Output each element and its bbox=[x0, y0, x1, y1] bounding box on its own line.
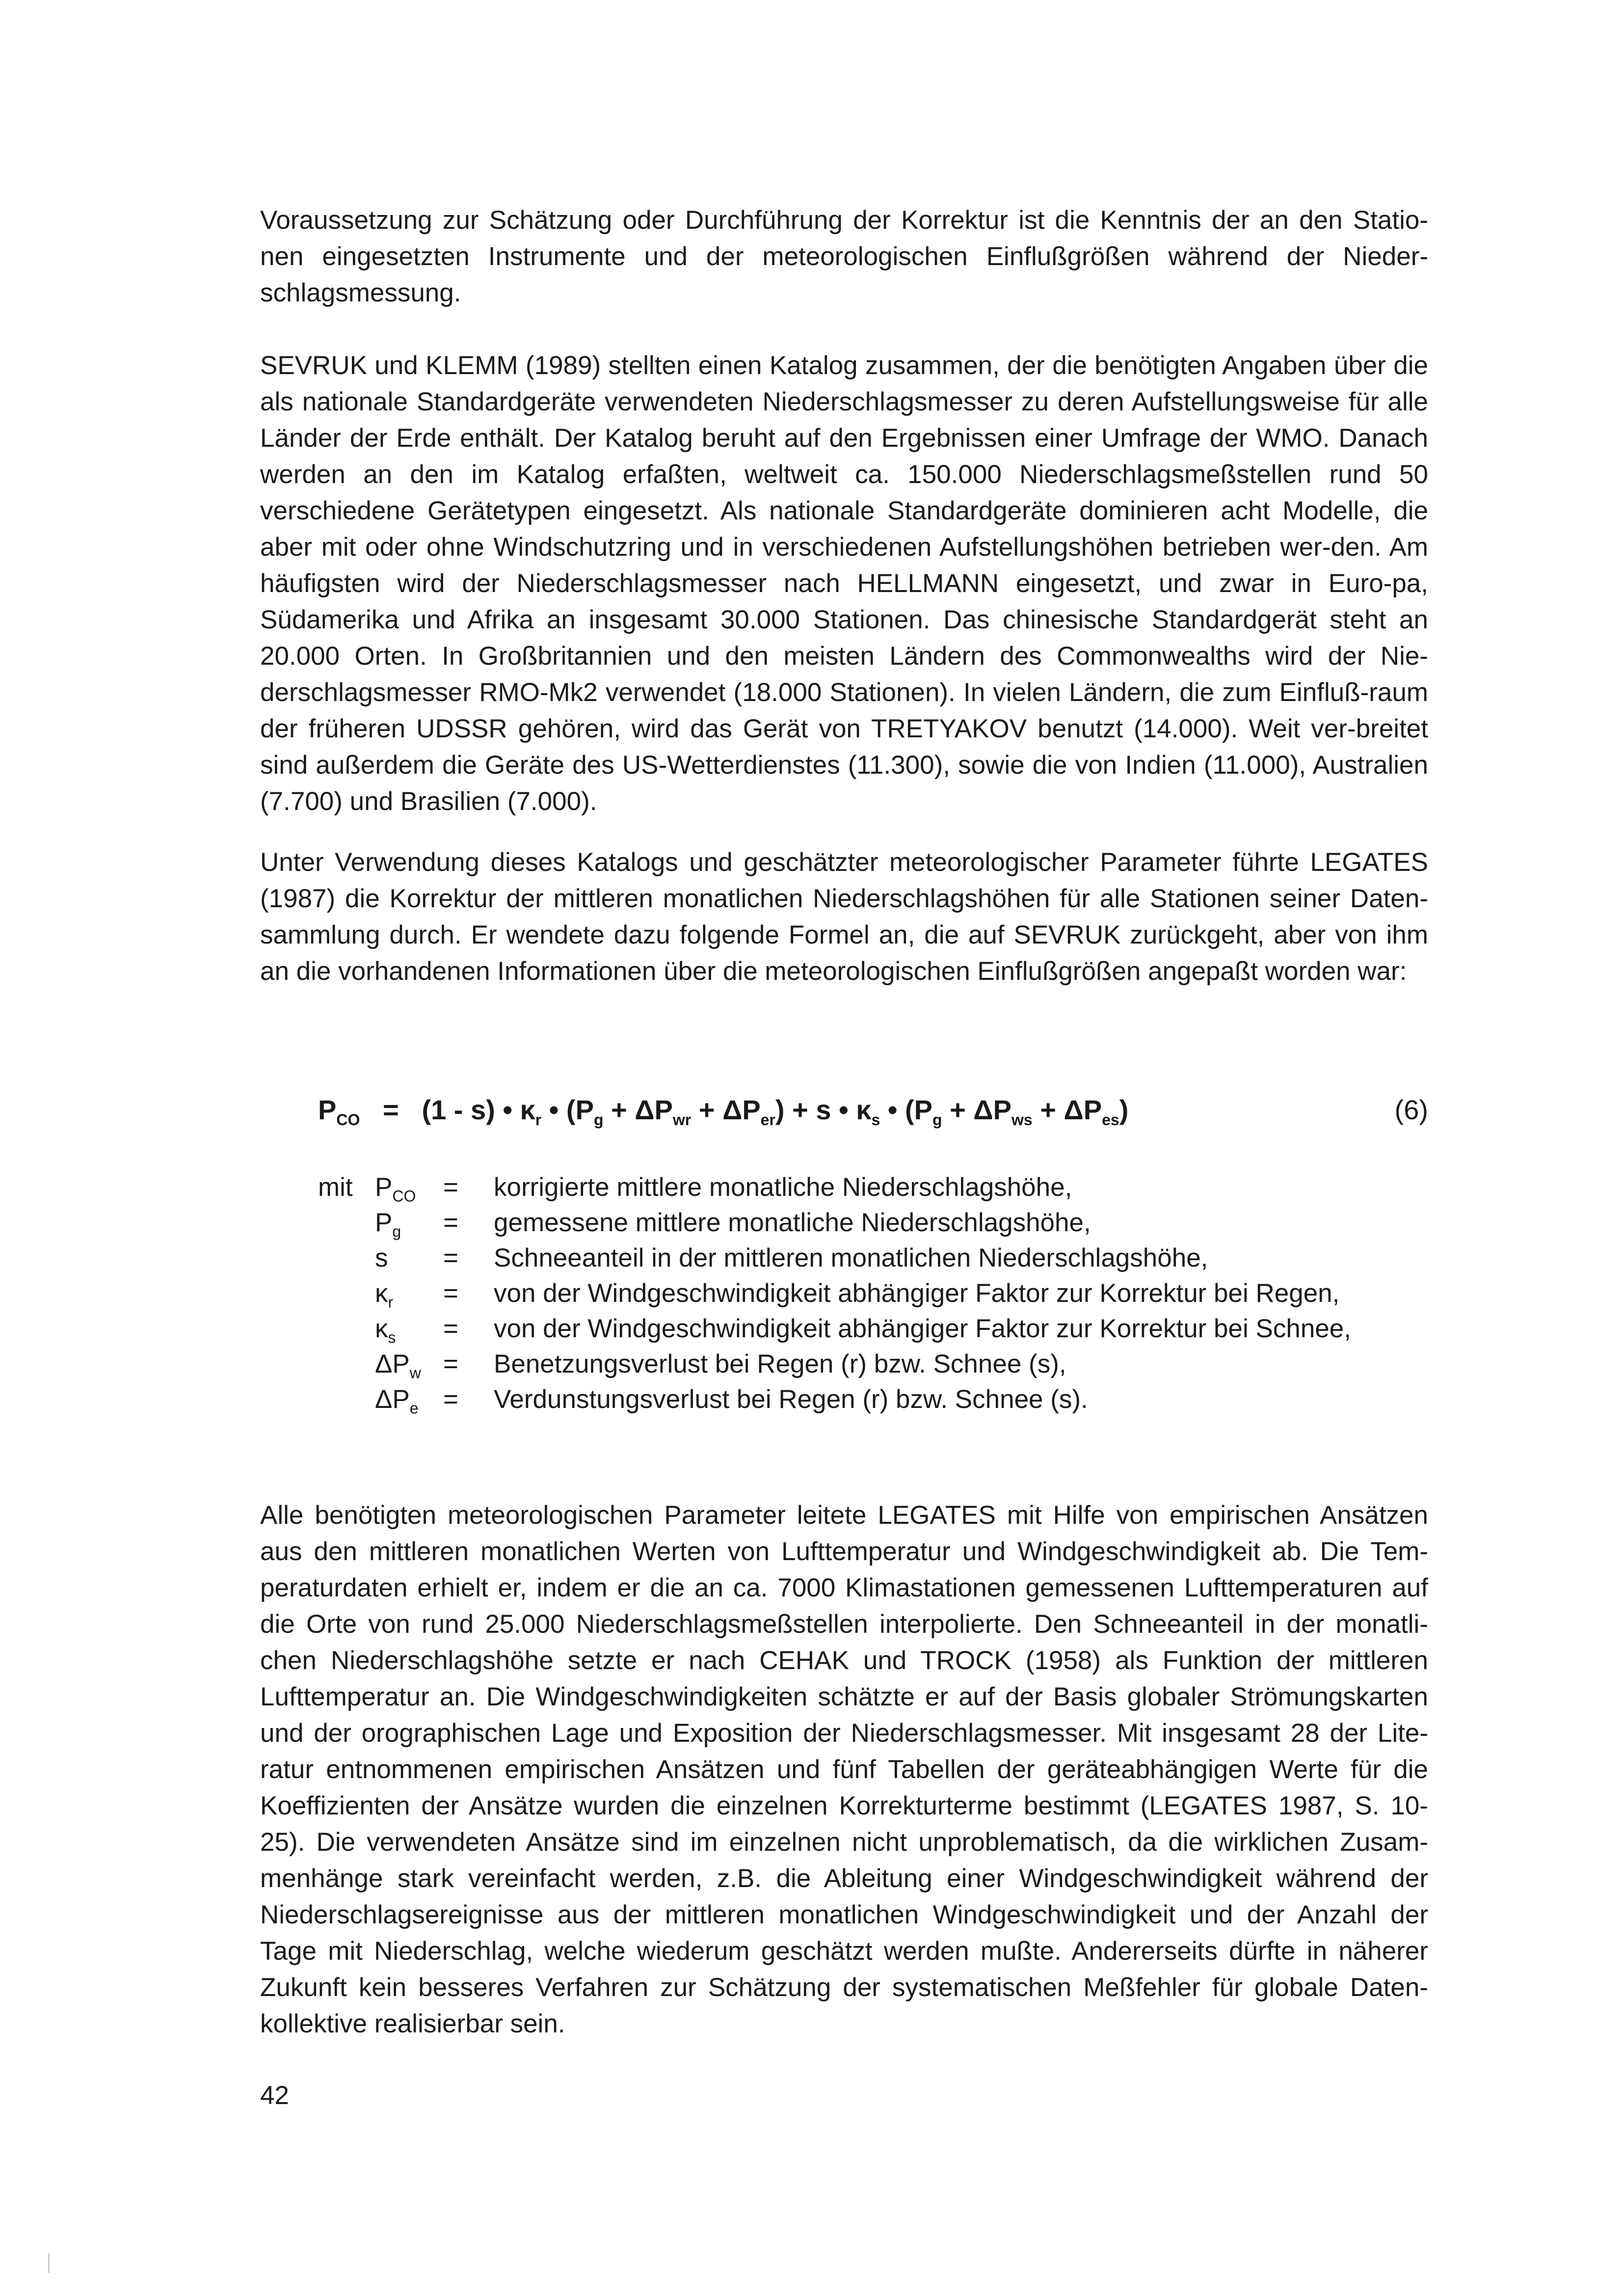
definition-equals: = bbox=[443, 1243, 458, 1272]
definition-equals: = bbox=[443, 1279, 458, 1308]
page-number: 42 bbox=[260, 2081, 289, 2110]
scan-edge-mark bbox=[48, 2253, 50, 2273]
formula-equals: = bbox=[383, 1094, 399, 1125]
formula-lhs: $P_{CO}$ bbox=[318, 1094, 360, 1129]
paragraph-1: Voraussetzung zur Schätzung oder Durchführung der Korrektur ist die Kenntnis der an den Statio-nen eingesetzten Instrumente und der meteorologischen Einflußgrößen während der Nieder-schlagsmessung. bbox=[260, 206, 1428, 307]
paragraph-3: Unter Verwendung dieses Katalogs und geschätzter meteorologischer Parameter führte LEGATES (1987) die Korrektur der mittleren monatlichen Niederschlagshöhen für alle Stationen seiner Daten-sammlung durch. Er wendete dazu folgende Formel an, die auf SEVRUK zurückgeht, aber von ihm an die vorhandenen Informationen über die meteorologischen Einflußgrößen angepaßt worden war: bbox=[260, 848, 1428, 986]
definition-text: korrigierte mittlere monatliche Niederschlagshöhe, bbox=[494, 1173, 1072, 1202]
definition-symbol: $P_g$ bbox=[375, 1208, 401, 1241]
definition-symbol: $\Delta P_e$ bbox=[375, 1385, 419, 1417]
equation-number: (6) bbox=[1394, 1094, 1428, 1125]
definition-equals: = bbox=[443, 1173, 458, 1202]
definition-symbol: $\Delta P_w$ bbox=[375, 1350, 421, 1382]
paragraph-4: Alle benötigten meteorologischen Parameter leitete LEGATES mit Hilfe von empirischen Ansätzen aus den mittleren monatlichen Werten von Lufttemperatur und Windgeschwindigkeit ab. Die Tem-peraturdaten erhielt er, indem er die an ca. 7000 Klimastationen gemessenen Lufttemperaturen auf die Orte von rund 25.000 Niederschlagsmeßstellen interpolierte. Den Schneeanteil in der monatli-chen Niederschlagshöhe setzte er nach CEHAK und TROCK (1958) als Funktion der mittleren Lufttemperatur an. Die Windgeschwindigkeiten schätzte er auf der Basis globaler Strömungskarten und der orographischen Lage und Exposition der Niederschlagsmesser. Mit insgesamt 28 der Lite-ratur entnommenen empirischen Ansätzen und fünf Tabellen der geräteabhängigen Werte für die Koeffizienten der Ansätze wurden die einzelnen Korrekturterme bestimmt (LEGATES 1987, S. 10-25). Die verwendeten Ansätze sind im einzelnen nicht unproblematisch, da die wirklichen Zusam-menhänge stark vereinfacht werden, z.B. die Ableitung einer Windgeschwindigkeit während der Niederschlagsereignisse aus der mittleren monatlichen Windgeschwindigkeit und der Anzahl der Tage mit Niederschlag, welche wiederum geschätzt werden mußte. Andererseits dürfte in näherer Zukunft kein besseres Verfahren zur Schätzung der systematischen Meßfehler für globale Daten-kollektive realisierbar sein. bbox=[260, 1501, 1428, 2038]
definition-text: Schneeanteil in der mittleren monatlichen Niederschlagshöhe, bbox=[494, 1243, 1208, 1272]
definition-symbol: $\kappa_s$ bbox=[375, 1314, 396, 1347]
definition-equals: = bbox=[443, 1208, 458, 1237]
definition-equals: = bbox=[443, 1350, 458, 1378]
definition-text: gemessene mittlere monatliche Niederschlagshöhe, bbox=[494, 1208, 1091, 1237]
definition-equals: = bbox=[443, 1385, 458, 1414]
definition-symbol: $\kappa_r$ bbox=[375, 1279, 394, 1311]
definition-equals: = bbox=[443, 1314, 458, 1343]
definition-text: von der Windgeschwindigkeit abhängiger Faktor zur Korrektur bei Schnee, bbox=[494, 1314, 1351, 1343]
formula-6 bbox=[318, 1094, 1428, 1129]
definition-text: von der Windgeschwindigkeit abhängiger Faktor zur Korrektur bei Regen, bbox=[494, 1279, 1340, 1308]
definition-symbol: $P_{CO}$ bbox=[375, 1173, 416, 1205]
paragraph-2: SEVRUK und KLEMM (1989) stellten einen Katalog zusammen, der die benötigten Angaben über die als nationale Standardgeräte verwendeten Niederschlagsmesser zu deren Aufstellungsweise für alle Länder der Erde enthält. Der Katalog beruht auf den Ergebnissen einer Umfrage der WMO. Danach werden an den im Katalog erfaßten, weltweit ca. 150.000 Niederschlagsmeßstellen rund 50 verschiedene Gerätetypen eingesetzt. Als nationale Standardgeräte dominieren acht Modelle, die aber mit oder ohne Windschutzring und in verschiedenen Aufstellungshöhen betrieben wer-den. Am häufigsten wird der Niederschlagsmesser nach HELLMANN eingesetzt, und zwar in Euro-pa, Südamerika und Afrika an insgesamt 30.000 Stationen. Das chinesische Standardgerät steht an 20.000 Orten. In Großbritannien und den meisten Ländern des Commonwealths wird der Nie-derschlagsmesser RMO-Mk2 verwendet (18.000 Stationen). In vielen Ländern, die zum Einfluß-raum der früheren UDSSR gehören, wird das Gerät von TRETYAKOV benutzt (14.000). Weit ver-breitet sind außerdem die Geräte des US-Wetterdienstes (11.300), sowie die von Indien (11.000), Australien (7.700) und Brasilien (7.000). bbox=[260, 351, 1428, 816]
mit-label: mit bbox=[318, 1173, 353, 1202]
definition-text: Benetzungsverlust bei Regen (r) bzw. Schnee (s), bbox=[494, 1350, 1066, 1378]
definition-text: Verdunstungsverlust bei Regen (r) bzw. Schnee (s). bbox=[494, 1385, 1088, 1414]
formula-rhs: (1 - s) • $\kappa_r$ • $(P_g + \Delta P_{wr} + \Delta P_{er}) + s$ • $\kappa_s$ • $(P_g + \Delta P_{ws} + \Delta P_{es})$ bbox=[422, 1094, 1129, 1129]
definition-symbol: s bbox=[375, 1243, 388, 1272]
